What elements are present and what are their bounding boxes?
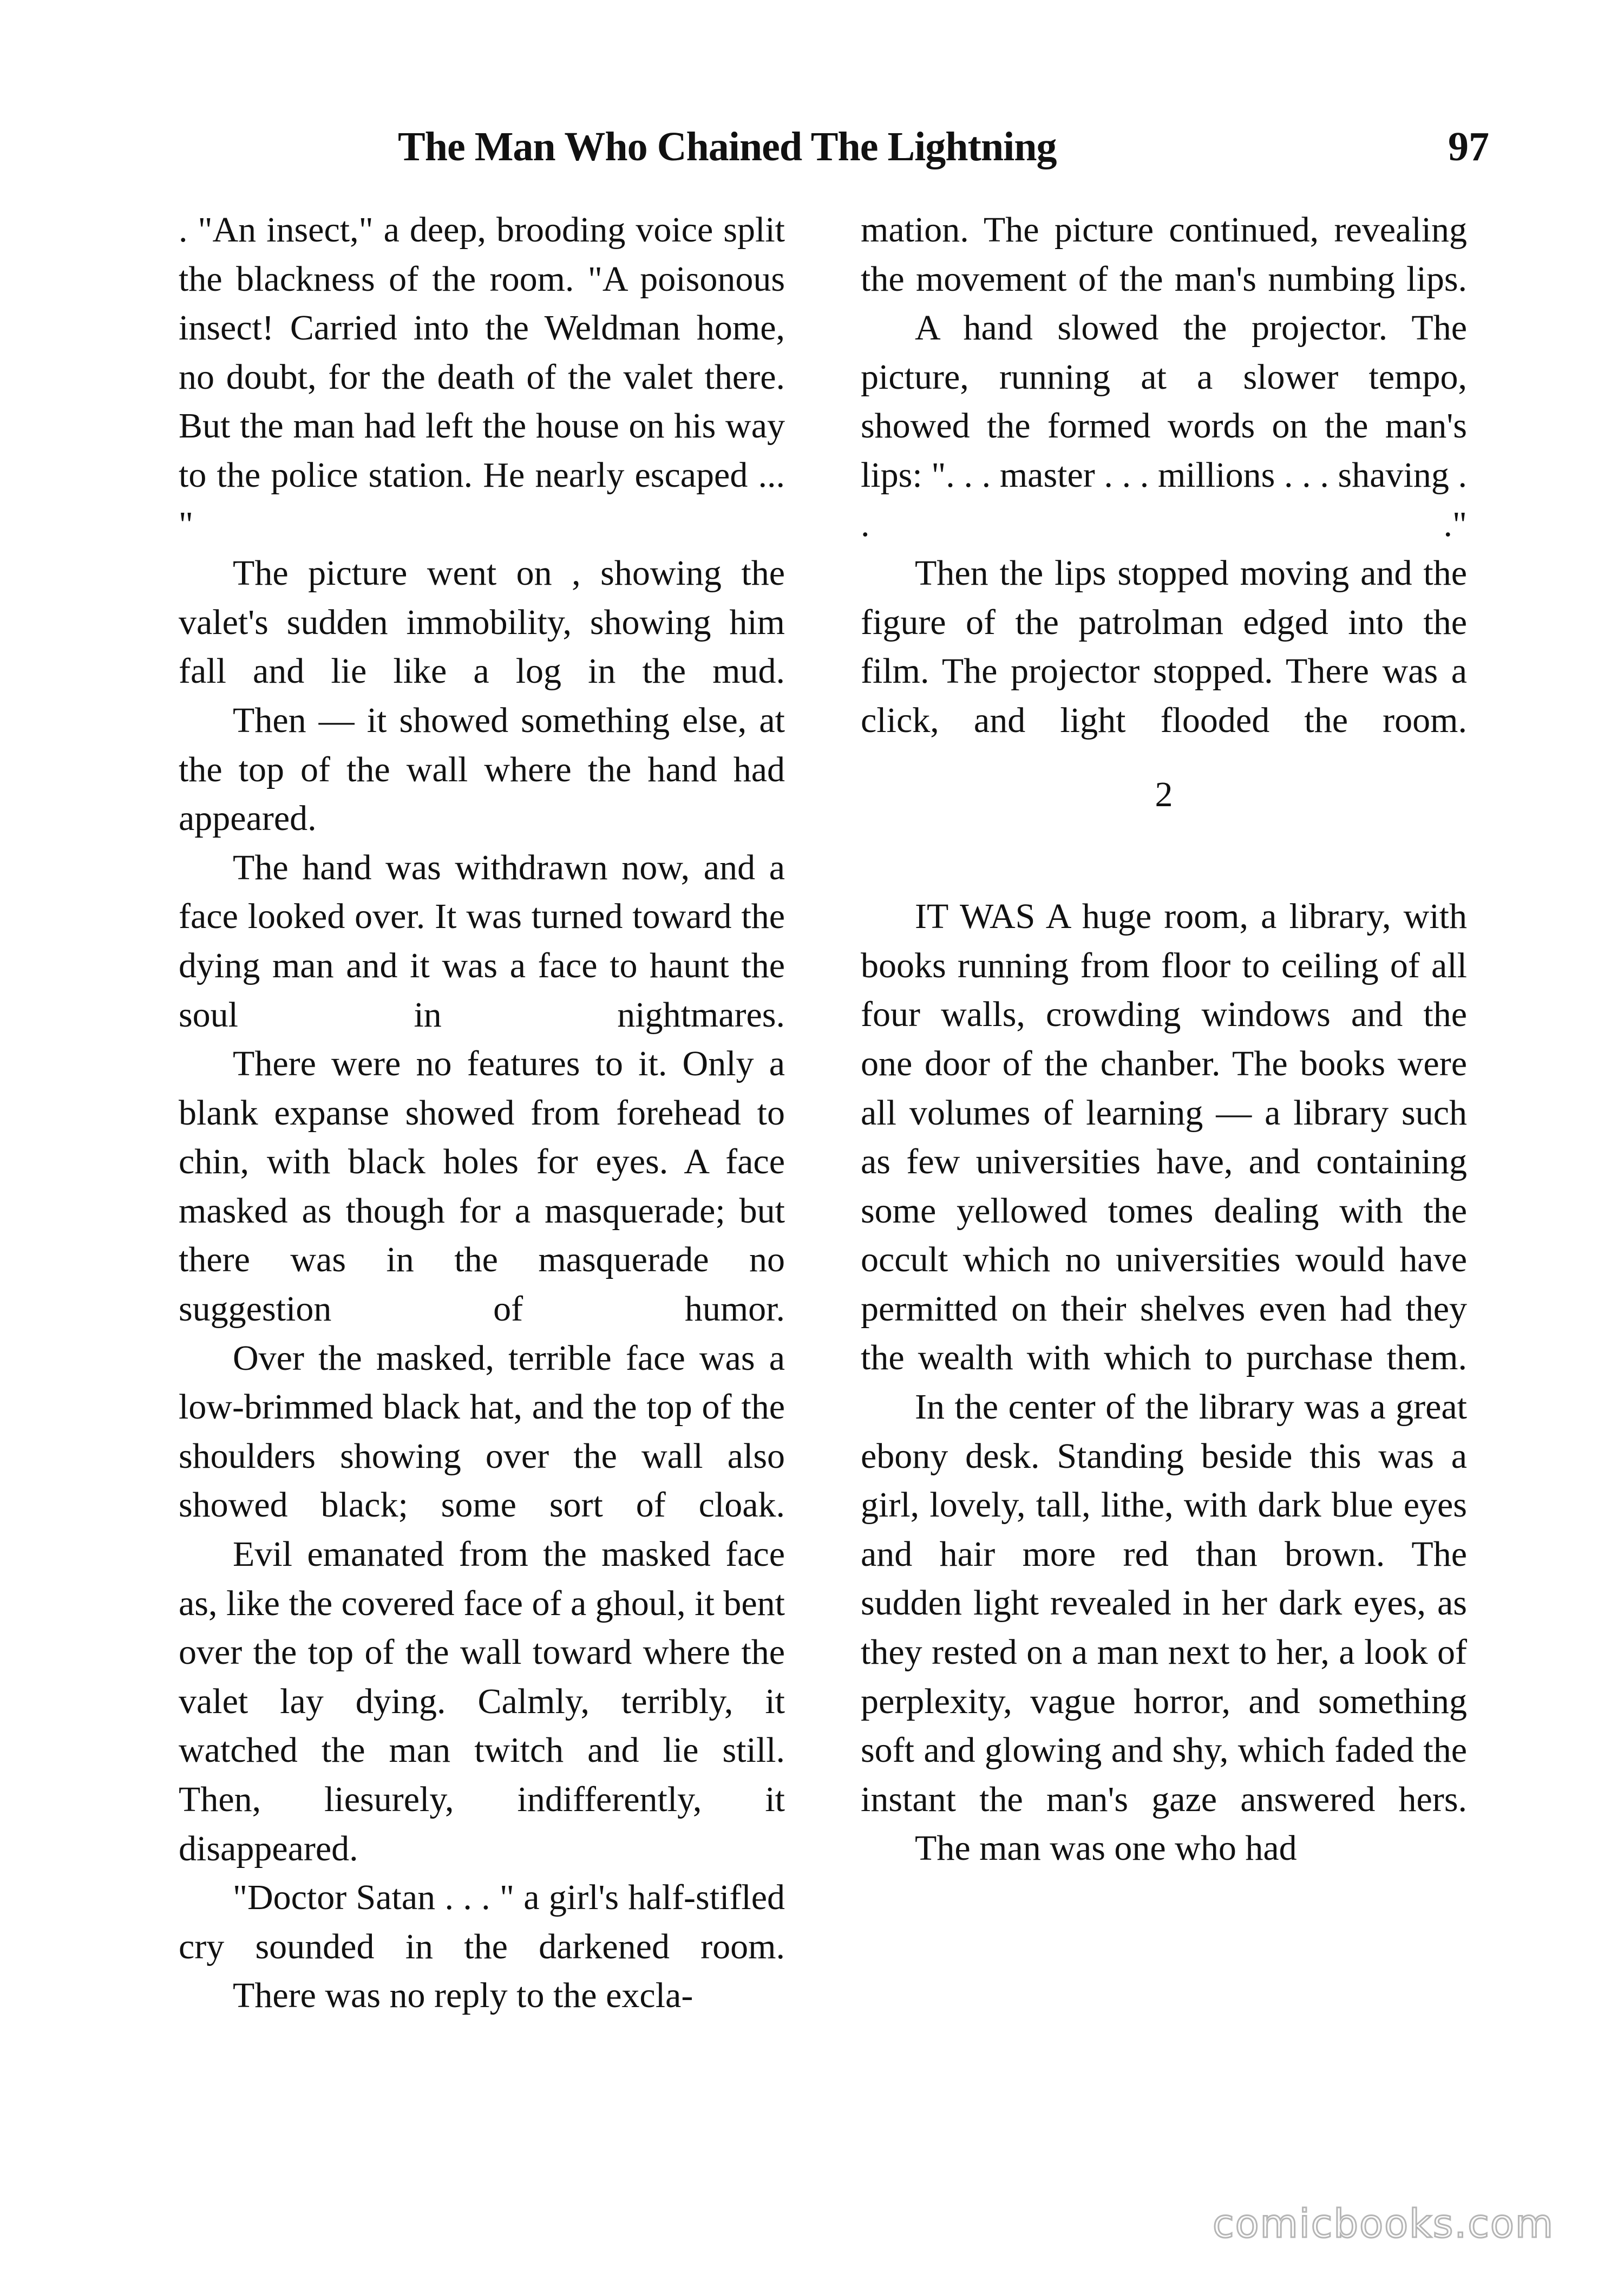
page-number: 97 xyxy=(1448,124,1489,169)
paragraph: Over the masked, terrible face was a low-brimmed black hat, and the top of the shoulders showing over the wall also showed black; some sort of cloak. xyxy=(179,1338,785,1525)
running-title: The Man Who Chained The Lightning xyxy=(398,124,1057,169)
paragraph: In the center of the library was a great ebony desk. Standing beside this was a girl, lovely, tall, lithe, with dark blue eyes and hair more red than brown. The sudden light revealed in her dark eyes, as they rested on a man next to her, a look of perplexity, vague horror, and something soft and glowing and shy, which faded the instant the man's gaze answered hers. xyxy=(861,1387,1467,1819)
watermark: comicbooks.com xyxy=(1213,2201,1555,2246)
paragraph: . "An insect," a deep, brooding voice split the blackness of the room. "A poisonous insect! Carried into the Weldman home, no doubt, for the death of the valet there. But the man had left the house on his way to the police station. He nearly escaped ... " xyxy=(179,210,785,544)
paragraph: There were no features to it. Only a blank expanse showed from forehead to chin, with black holes for eyes. A face masked as though for a masquerade; but there was in the masquerade no suggestion of humor. xyxy=(179,1044,785,1329)
paragraph: A hand slowed the projector. The picture, running at a slower tempo, showed the formed words on the man's lips: ". . . master . . . millions . . . shaving . . ." xyxy=(861,308,1467,544)
paragraph: The picture went on , showing the valet's sudden immobility, showing him fall and lie like a log in the mud. xyxy=(179,553,785,691)
section-number: 2 xyxy=(1155,774,1173,814)
paragraph: mation. The picture continued, revealing the movement of the man's numbing lips. xyxy=(861,210,1467,299)
left-column xyxy=(179,206,785,2021)
paragraph: The hand was withdrawn now, and a face looked over. It was turned toward the dying man and it was a face to haunt the soul in nightmares. xyxy=(179,847,785,1035)
paragraph: Then — it showed something else, at the top of the wall where the hand had appeared. xyxy=(179,700,785,839)
right-column xyxy=(861,206,1467,1873)
paragraph: "Doctor Satan . . . " a girl's half-stifled cry sounded in the darkened room. xyxy=(179,1878,785,1966)
paragraph: IT WAS A huge room, a library, with books running from floor to ceiling of all four walls, crowding windows and the one door of the chanber. The books were all volumes of learning — a library such as few universities have, and containing some yellowed tomes dealing with the occult which no universities would have permitted on their shelves even had they the wealth with which to purchase them. xyxy=(861,897,1467,1378)
paragraph: There was no reply to the excla- xyxy=(233,1976,693,2016)
section-spacer xyxy=(861,844,1467,893)
paragraph: The man was one who had xyxy=(915,1828,1297,1868)
paragraph: Then the lips stopped moving and the figure of the patrolman edged into the film. The projector stopped. There was a click, and light flooded the room. xyxy=(861,553,1467,740)
paragraph: Evil emanated from the masked face as, like the covered face of a ghoul, it bent over the top of the wall toward where the valet lay dying. Calmly, terribly, it watched the man twitch and lie still. Then, liesurely, indifferently, it disappeared. xyxy=(179,1534,785,1868)
